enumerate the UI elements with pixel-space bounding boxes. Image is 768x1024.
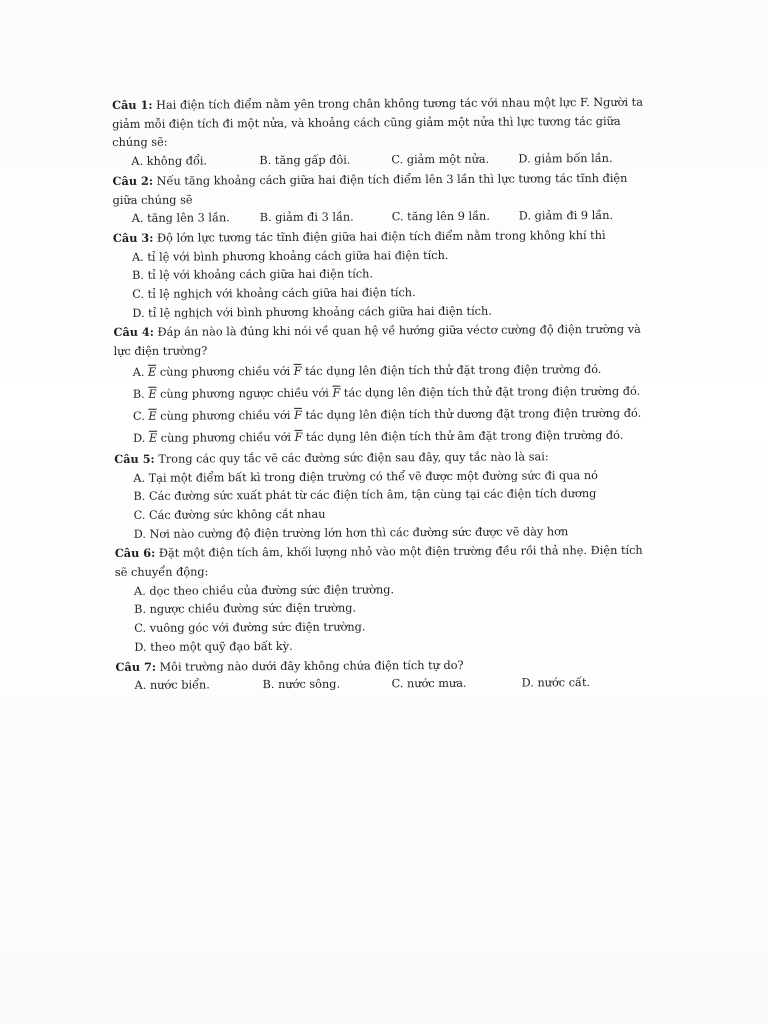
option-c: C. tăng lên 9 lần. <box>391 209 490 224</box>
question-1-label: Câu 1: <box>112 97 153 112</box>
vector-f: $\overline{F}$ <box>293 364 302 378</box>
option-d <box>114 425 654 450</box>
question-7-body: Môi trường nào dưới đây không chứa điện tích tự do? <box>155 658 464 674</box>
option-text-end: tác dụng lên điện tích thử dương đặt trong điện trường đó. <box>301 406 642 422</box>
option-letter: A. <box>132 365 145 379</box>
option-d: D. tỉ lệ nghịch với bình phương khoảng cách giữa hai điện tích. <box>132 304 492 320</box>
question-7 <box>115 654 655 696</box>
option-a <box>114 359 654 384</box>
option-c <box>114 403 654 428</box>
option-c: C. Các đường sức không cắt nhau <box>133 507 326 522</box>
option-c: C. nước mưa. <box>391 677 467 691</box>
option-b: B. Các đường sức xuất phát từ các điện tích âm, tận cùng tại các điện tích dương <box>133 487 597 504</box>
question-2-text <box>112 169 652 211</box>
vector-e: $\overline{E}$ <box>148 387 157 401</box>
question-6-text <box>115 541 655 583</box>
option-d: D. giảm đi 9 lần. <box>518 209 614 223</box>
question-6-label: Câu 6: <box>114 546 156 561</box>
option-c: C. tỉ lệ nghịch với khoảng cách giữa hai điện tích. <box>132 286 416 301</box>
question-6-body: Đặt một điện tích âm, khối lượng nhỏ vào một điện trường đều rồi thả nhẹ. Điện tích sẽ chuyển động: <box>114 544 643 580</box>
option-text: cùng phương chiều với <box>157 430 295 445</box>
option-text: cùng phương chiều với <box>156 408 295 423</box>
question-6 <box>115 541 656 658</box>
question-3-text <box>113 226 653 249</box>
option-letter: B. <box>132 387 145 401</box>
question-3 <box>113 226 654 324</box>
vector-e: $\overline{E}$ <box>148 431 158 445</box>
question-5 <box>114 447 655 545</box>
question-4-body: Đáp án nào là đúng khi nói về quan hệ về hướng giữa véctơ cường độ điện trường và lực điện trường? <box>113 323 641 359</box>
question-list <box>112 93 656 696</box>
question-1-text <box>112 93 652 153</box>
option-c: C. vuông góc với đường sức điện trường. <box>134 620 366 636</box>
option-letter: D. <box>133 431 146 445</box>
option-letter: C. <box>132 409 145 423</box>
vector-f: $\overline{F}$ <box>294 430 303 444</box>
question-2 <box>112 169 652 229</box>
option-d: D. giảm bốn lần. <box>518 152 613 166</box>
option-d: D. Nơi nào cường độ điện trường lớn hơn thì các đường sức được vẽ dày hơn <box>133 524 569 541</box>
vector-f: $\overline{F}$ <box>294 408 302 422</box>
question-7-label: Câu 7: <box>115 659 157 674</box>
option-a: A. không đổi. <box>131 154 208 168</box>
question-4 <box>113 320 654 450</box>
question-4-label: Câu 4: <box>113 325 154 340</box>
question-2-body: Nếu tăng khoảng cách giữa hai điện tích điểm lên 3 lần thì lực tương tác tĩnh điện giữa chúng sẽ <box>112 171 628 207</box>
vector-f: $\overline{F}$ <box>332 386 341 400</box>
vector-e: $\overline{E}$ <box>147 365 157 379</box>
option-b <box>114 381 654 406</box>
option-a: A. tăng lên 3 lần. <box>131 211 230 226</box>
question-2-label: Câu 2: <box>112 173 154 188</box>
option-b: B. nước sông. <box>262 677 341 692</box>
option-d: D. nước cất. <box>521 676 591 690</box>
question-7-options <box>116 674 656 696</box>
question-1 <box>112 93 652 172</box>
option-b: B. tăng gấp đôi. <box>259 153 351 168</box>
option-b: B. giảm đi 3 lần. <box>259 210 354 225</box>
option-a: A. tỉ lệ với bình phương khoảng cách giữa hai điện tích. <box>131 248 449 264</box>
option-a: A. nước biển. <box>134 678 210 693</box>
question-3-body: Độ lớn lực tương tác tĩnh điện giữa hai điện tích điểm nằm trong không khí thì <box>153 228 606 245</box>
option-b: B. ngược chiều đường sức điện trường. <box>134 601 357 617</box>
vector-e: $\overline{E}$ <box>148 409 157 423</box>
question-3-label: Câu 3: <box>112 230 154 245</box>
option-text-end: tác dụng lên điện tích thử đặt trong điện trường đó. <box>301 362 602 378</box>
option-d: D. theo một quỹ đạo bất kỳ. <box>134 639 293 654</box>
option-c: C. giảm một nửa. <box>391 152 490 167</box>
question-1-body: Hai điện tích điểm nằm yên trong chân không tương tác với nhau một lực F. Người ta giảm mỗi điện tích đi một nửa, và khoảng cách cũng giảm một nửa thì lực tương tác giữa chúng sẽ: <box>112 95 643 150</box>
option-b: B. tỉ lệ với khoảng cách giữa hai điện tích. <box>132 267 374 283</box>
question-5-body: Trong các quy tắc vẽ các đường sức điện sau đây, quy tắc nào là sai: <box>154 450 549 466</box>
option-text-end: tác dụng lên điện tích thử đặt trong điện trường đó. <box>340 384 641 400</box>
option-text-end: tác dụng lên điện tích thử âm đặt trong điện trường đó. <box>302 428 624 444</box>
option-a: A. Tại một điểm bất kì trong điện trường có thể vẽ được một đường sức đi qua nó <box>133 468 598 485</box>
question-4-text <box>113 320 653 362</box>
option-text: cùng phương ngược chiều với <box>156 386 333 401</box>
question-5-label: Câu 5: <box>114 451 155 466</box>
option-text: cùng phương chiều với <box>156 364 294 379</box>
option-a: A. dọc theo chiều của đường sức điện trường. <box>133 583 395 598</box>
